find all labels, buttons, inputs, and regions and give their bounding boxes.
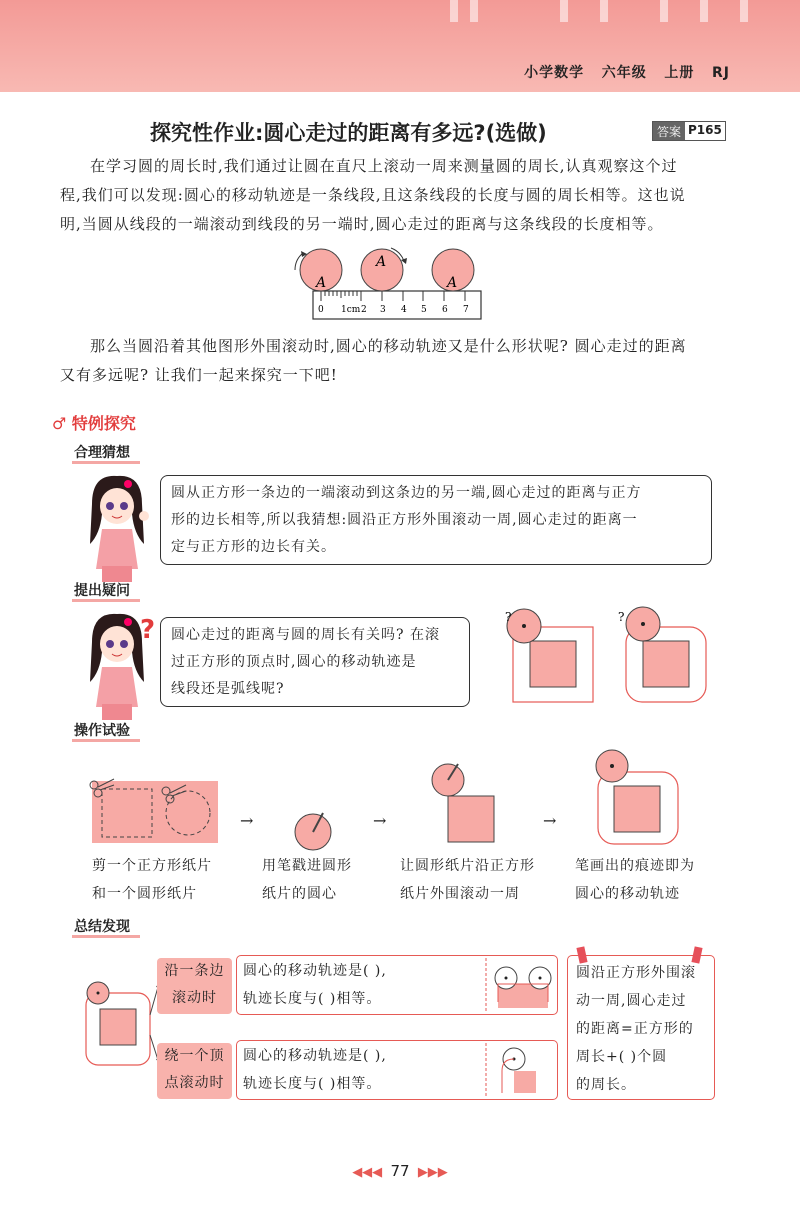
section-heading: ♂ 特例探究 [52, 414, 136, 433]
arrow-1: → [240, 811, 254, 830]
tick-3: 3 [380, 305, 386, 315]
question-bubble: 圆心走过的距离与圆的周长有关吗? 在滚 过正方形的顶点时,圆心的移动轨迹是 线段还是弧线呢? [160, 617, 470, 707]
guess-heading: 合理猜想 [74, 445, 130, 461]
question-heading: 提出疑问 [74, 583, 130, 599]
point-a-label-1: A [316, 275, 327, 291]
arrow-3: → [543, 811, 557, 830]
point-a-label-2: A [376, 254, 387, 270]
case2-label: 绕一个顶 点滚动时 [157, 1043, 232, 1099]
tick-2: 2 [361, 305, 367, 315]
experiment-step1-figure [88, 775, 223, 845]
case2-box: 圆心的移动轨迹是( ), 轨迹长度与( )相等。 [236, 1040, 558, 1100]
case1-label: 沿一条边 滚动时 [157, 958, 232, 1014]
question-paragraph: 那么当圆沿着其他图形外围滚动时,圆心的移动轨迹又是什么形状呢? 圆心走过的距离 又有多远呢? 让我们一起来探究一下吧! [60, 337, 687, 384]
answer-tag: 答案 P165 [652, 121, 726, 141]
tick-0: 0 [318, 305, 324, 315]
page-number: 77 [390, 1162, 410, 1180]
tick-5: 5 [421, 305, 427, 315]
case1-box: 圆心的移动轨迹是( ), 轨迹长度与( )相等。 [236, 955, 558, 1015]
intro-paragraph: 在学习圆的周长时,我们通过让圆在直尺上滚动一周来测量圆的周长,认真观察这个过 程,我们可以发现:圆心的移动轨迹是一条线段,且这条线段的长度与圆的周长相等。这也说 明,当圆从线段的一端滚动到线段的另一端时,圆心走过的距离与这条线段的长度相等。 [60, 157, 686, 233]
step3-caption: 让圆形纸片沿正方形 纸片外围滚动一周 [400, 858, 535, 902]
experiment-heading: 操作试验 [74, 723, 130, 739]
tick-6: 6 [442, 305, 448, 315]
step1-caption: 剪一个正方形纸片 和一个圆形纸片 [92, 858, 212, 902]
point-a-label-3: A [447, 275, 458, 291]
girl-avatar-1 [82, 474, 152, 584]
ruler-figure [285, 245, 495, 325]
page-footer [320, 1162, 480, 1180]
tick-4: 4 [401, 305, 407, 315]
question-figure-left [505, 605, 605, 705]
guess-bubble: 圆从正方形一条边的一端滚动到这条边的另一端,圆心走过的距离与正方 形的边长相等,所以我猜想:圆沿正方形外围滚动一周,圆心走过的距离一 定与正方形的边长有关。 [160, 475, 712, 565]
conclusion-box: 圆沿正方形外围滚 动一周,圆心走过 的距离=正方形的 周长+( )个圆 的周长。 [567, 955, 715, 1100]
summary-heading: 总结发现 [74, 919, 130, 935]
prev-arrows: ◀◀◀ [352, 1165, 383, 1180]
svg-text:?: ? [618, 610, 625, 624]
question-mark: ? [140, 615, 156, 645]
step2-caption: 用笔戳进圆形 纸片的圆心 [262, 858, 352, 902]
page-title: 探究性作业:圆心走过的距离有多远?(选做) [150, 121, 547, 145]
girl-avatar-2 [82, 612, 162, 722]
tick-7: 7 [463, 305, 469, 315]
step4-caption: 笔画出的痕迹即为 圆心的移动轨迹 [575, 858, 695, 902]
case1-figure [486, 958, 556, 1012]
case2-figure [486, 1043, 556, 1097]
next-arrows: ▶▶▶ [417, 1165, 448, 1180]
subject-header: 小学数学 六年级 上册 RJ [524, 65, 730, 81]
experiment-step3-figure [428, 762, 508, 852]
question-figure-right [618, 605, 718, 705]
experiment-step2-figure [290, 805, 340, 855]
svg-text:?: ? [505, 610, 512, 624]
tick-1: 1cm [341, 305, 361, 315]
experiment-step4-figure [592, 748, 692, 848]
arrow-2: → [373, 811, 387, 830]
